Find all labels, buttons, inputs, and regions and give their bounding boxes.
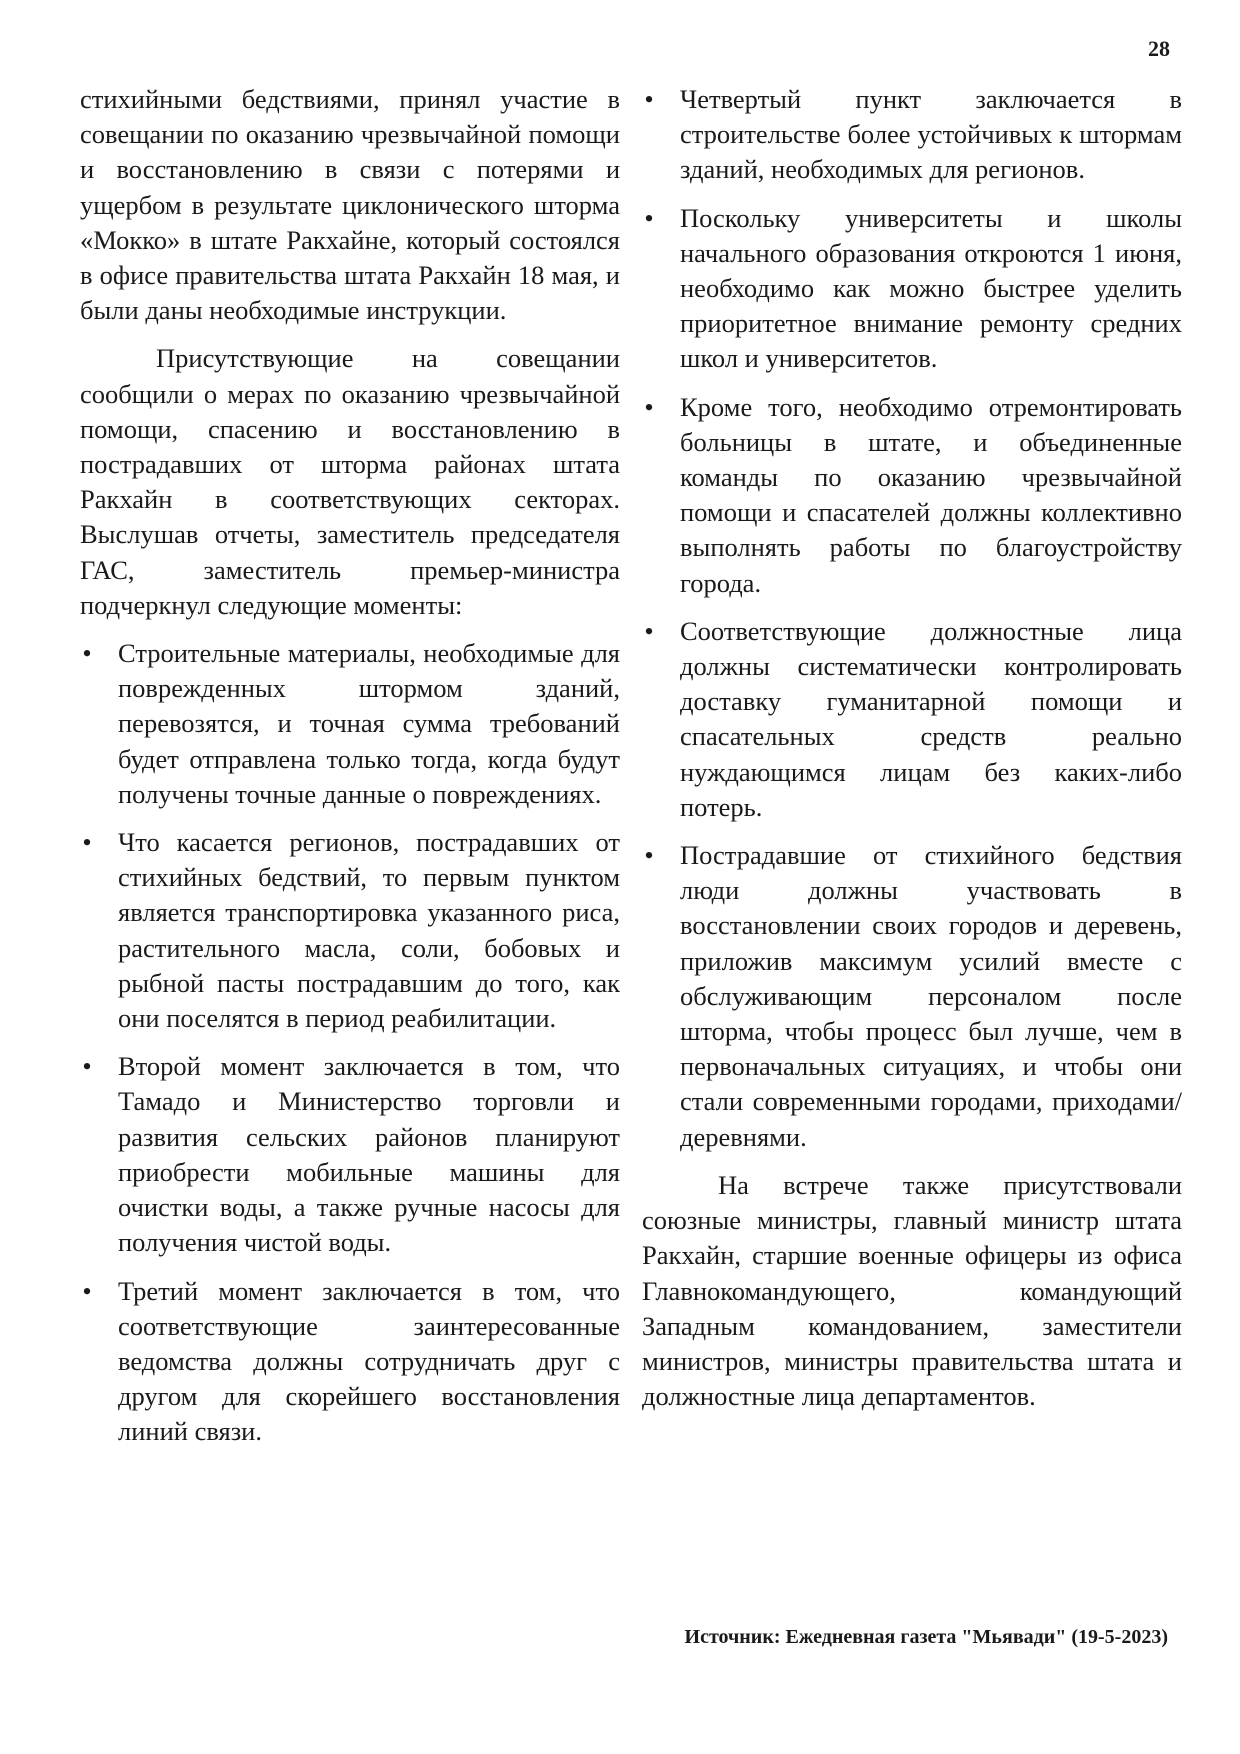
list-item-text: Соответствующие должностные лица должны систематически контролировать доставку гуманитарной помощи и спасательных средств реально нуждающимся лицам без каких-либо потерь. xyxy=(680,615,1182,822)
list-item xyxy=(80,1049,620,1260)
list-item-text: Четвертый пункт заключается в строительстве более устойчивых к штормам зданий, необходимых для регионов. xyxy=(680,84,1182,185)
bullet-icon: • xyxy=(644,84,654,114)
bullet-icon: • xyxy=(644,615,654,646)
list-item xyxy=(642,614,1182,825)
meeting-paragraph: Присутствующие на совещании сообщили о мерах по оказанию чрезвычайной помощи, спасению и восстановлению в пострадавших от шторма районах штата Ракхайн в соответствующих секторах. Выслушав отчеты, заместитель председателя ГАС, заместитель премьер-министра подчеркнул следующие моменты: xyxy=(80,343,620,620)
bullet-icon: • xyxy=(644,391,654,422)
list-item-text: Строительные материалы, необходимые для поврежденных штормом зданий, перевозятся, и точная сумма требований будет отправлена только тогда, когда будут получены точные данные о повреждениях. xyxy=(118,638,620,809)
list-item xyxy=(80,1274,620,1450)
list-item-text: Пострадавшие от стихийного бедствия люди должны участвовать в восстановлении своих городов и деревень, приложив максимум усилий вместе с обслуживающим персоналом после шторма, чтобы процесс был лучше, чем в первоначальных ситуациях, и чтобы они стали современными городами, приходами/ деревнями. xyxy=(680,840,1182,1152)
bullet-icon: • xyxy=(82,1051,92,1082)
list-item-text: Что касается регионов, пострадавших от стихийных бедствий, то первым пунктом является транспортировка указанного риса, растительного масла, соли, бобовых и рыбной пасты пострадавшим до того, как они поселятся в период реабилитации. xyxy=(118,827,620,1034)
bullet-icon: • xyxy=(82,638,92,669)
source-citation: Источник: Ежедневная газета "Мьявади" (19-5-2023) xyxy=(684,1626,1168,1648)
left-column xyxy=(80,82,620,1463)
bullet-icon: • xyxy=(82,827,92,858)
list-item xyxy=(642,82,1182,188)
list-item-text: Второй момент заключается в том, что Тамадо и Министерство торговли и развития сельских районов планируют приобрести мобильные машины для очистки воды, а также ручные насосы для получения чистой воды. xyxy=(118,1051,620,1258)
list-item-text: Третий момент заключается в том, что соответствующие заинтересованные ведомства должны сотрудничать друг с другом для скорейшего восстановления линий связи. xyxy=(118,1275,620,1447)
bullet-icon: • xyxy=(644,840,654,871)
page-number: 28 xyxy=(1148,36,1170,61)
right-column xyxy=(642,82,1182,1427)
left-bullet-list xyxy=(80,636,620,1449)
intro-paragraph: стихийными бедствиями, принял участие в совещании по оказанию чрезвычайной помощи и восстановлению в связи с потерями и ущербом в результате циклонического шторма «Мокко» в штате Ракхайне, который состоялся в офисе правительства штата Ракхайн 18 мая, и были даны необходимые инструкции. xyxy=(80,84,620,326)
list-item xyxy=(642,390,1182,601)
list-item xyxy=(642,201,1182,377)
list-item xyxy=(80,636,620,812)
list-item xyxy=(80,825,620,1036)
list-item-text: Поскольку университеты и школы начального образования откроются 1 июня, необходимо как можно быстрее уделить приоритетное внимание ремонту средних школ и университетов. xyxy=(680,202,1182,374)
closing-paragraph: На встрече также присутствовали союзные министры, главный министр штата Ракхайн, старшие военные офицеры из офиса Главнокомандующего, командующий Западным командованием, заместители министров, министры правительства штата и должностные лица департаментов. xyxy=(642,1169,1182,1412)
list-item-text: Кроме того, необходимо отремонтировать больницы в штате, и объединенные команды по оказанию чрезвычайной помощи и спасателей должны коллективно выполнять работы по благоустройству города. xyxy=(680,391,1182,598)
bullet-icon: • xyxy=(82,1275,92,1306)
right-bullet-list xyxy=(642,82,1182,1155)
list-item xyxy=(642,838,1182,1155)
bullet-icon: • xyxy=(644,202,654,233)
